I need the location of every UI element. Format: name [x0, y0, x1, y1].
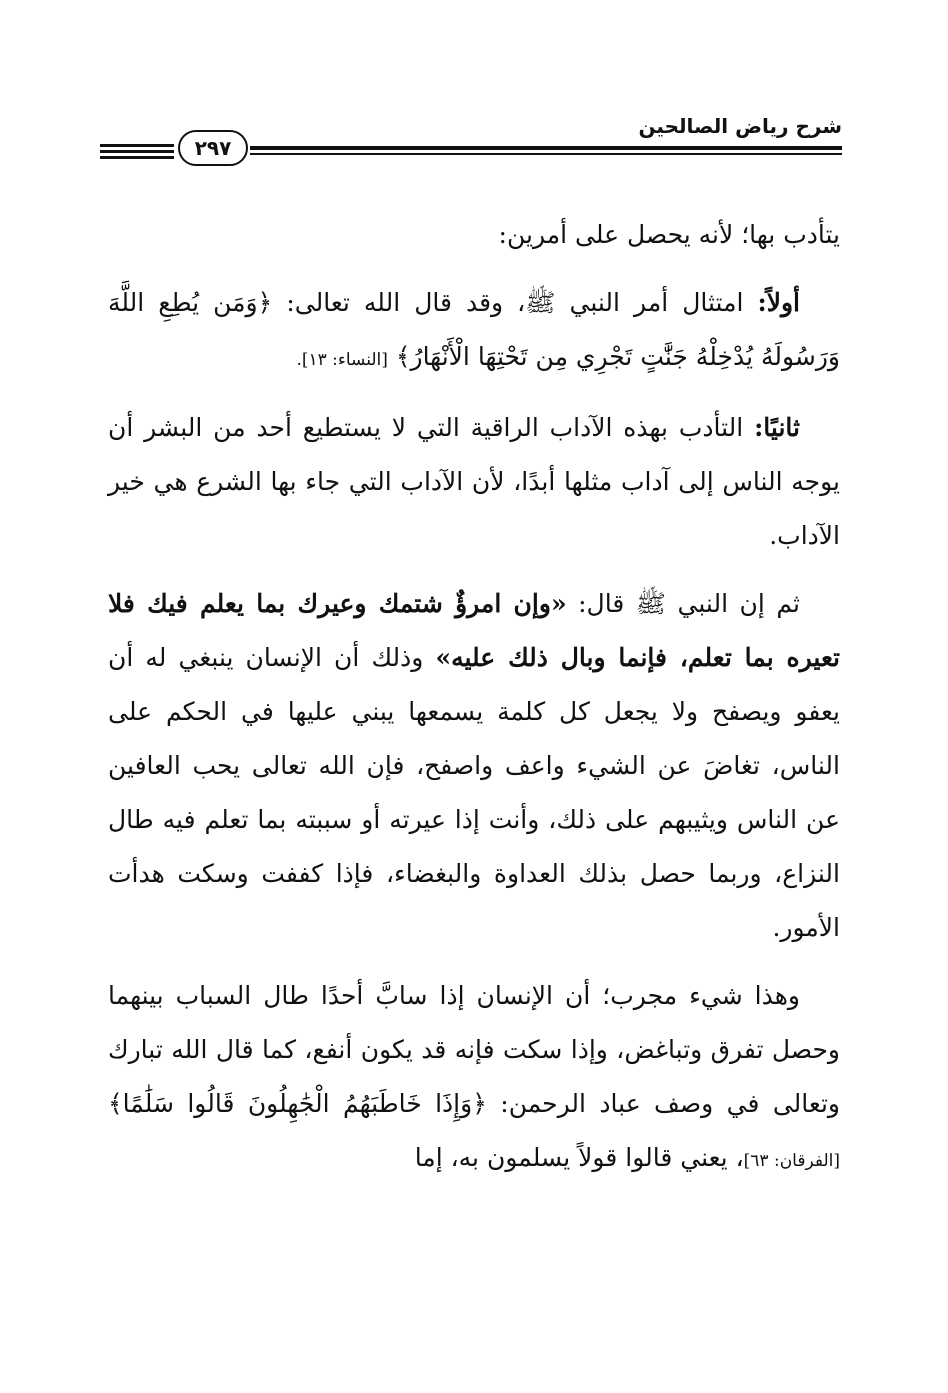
first-point-paragraph: [108, 276, 840, 387]
hadith-text: «وإن امرؤٌ شتمك وعيرك بما يعلم فيك فلا تعيره بما تعلم، فإنما وبال ذلك عليه»: [108, 589, 840, 672]
second-point-label: ثانيًا:: [754, 413, 800, 442]
book-title: شرح رياض الصالحين: [638, 114, 842, 138]
first-point-label: أولاً:: [757, 288, 800, 317]
quran-ref-furqan: [الفرقان: ٦٣]: [743, 1151, 840, 1171]
experience-paragraph: [108, 969, 840, 1188]
hadith-paragraph: [108, 577, 840, 955]
header-rule-left: [100, 144, 174, 159]
intro-paragraph: [108, 208, 840, 262]
quran-ref-nisa: [النساء: ١٣].: [296, 350, 388, 370]
hadith-intro: ثم إن النبي ﷺ قال:: [578, 589, 800, 618]
second-point-text: التأدب بهذه الآداب الراقية التي لا يستطيع أحد من البشر أن يوجه الناس إلى آداب مثلها أبدًا، لأن الآداب التي جاء بها الشرع هي خير الآداب.: [108, 413, 840, 550]
page-body: [108, 208, 840, 1202]
hadith-commentary: وذلك أن الإنسان ينبغي له أن يعفو ويصفح ولا يجعل كل كلمة يسمعها يبني عليها في الحكم على الناس، تغاضَ عن الشيء واعف واصفح، فإن الله تعالى يحب العافين عن الناس ويثيبهم على ذلك، وأنت إذا عيرته أو سببته بما تعلم فيه طال النزاع، وربما حصل بذلك العداوة والبغضاء، فإذا كففت وسكت هدأت الأمور.: [108, 643, 840, 942]
intro-text: يتأدب بها؛ لأنه يحصل على أمرين:: [498, 220, 840, 249]
page-number: ٢٩٧: [178, 130, 248, 166]
header-rule-right: [250, 146, 842, 155]
experience-continuation: ، يعني قالوا قولاً يسلمون به، إما: [414, 1143, 744, 1172]
quran-verse-nisa: ﴿وَمَن يُطِعِ اللَّهَ وَرَسُولَهُ يُدْخِلْهُ جَنَّٰتٍ تَجْرِي مِن تَحْتِهَا الْأَنْهَارُ﴾: [108, 288, 840, 371]
first-point-text: امتثال أمر النبي ﷺ، وقد قال الله تعالى:: [286, 288, 744, 317]
page-header: [100, 108, 842, 164]
second-point-paragraph: [108, 401, 840, 563]
quran-verse-furqan: ﴿وَإِذَا خَاطَبَهُمُ الْجَٰهِلُونَ قَالُوا سَلَٰمًا﴾: [108, 1089, 487, 1118]
experience-text: وهذا شيء مجرب؛ أن الإنسان إذا سابَّ أحدًا طال السباب بينهما وحصل تفرق وتباغض، وإذا سكت فإنه قد يكون أنفع، كما قال الله تبارك وتعالى في وصف عباد الرحمن:: [108, 981, 840, 1118]
